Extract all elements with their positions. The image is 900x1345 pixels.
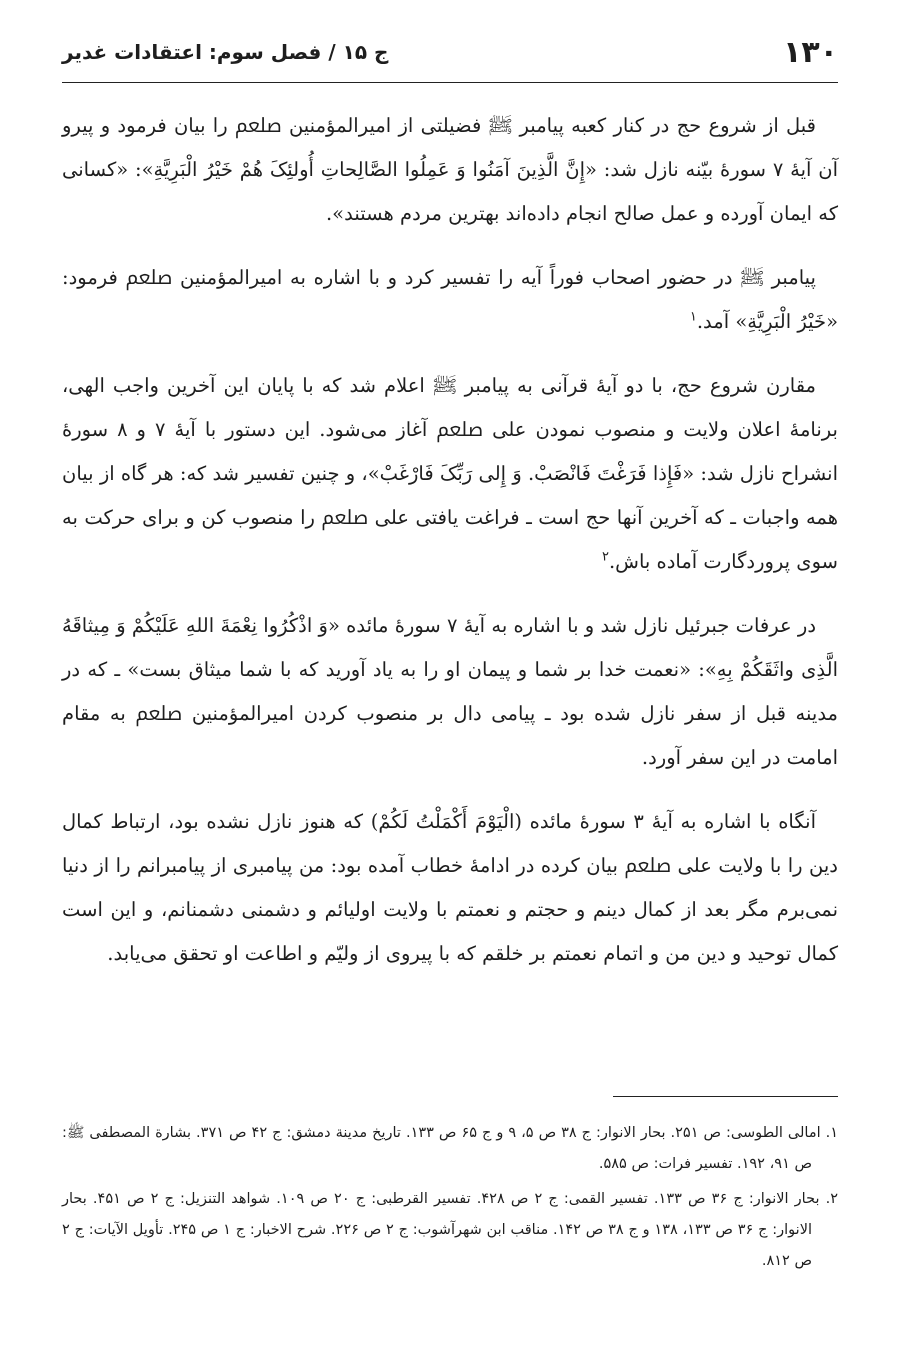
footnote-ref-2[interactable]: ۲: [601, 549, 609, 565]
body-text: [62, 104, 838, 996]
footnote-1: ۱. امالی الطوسی: ص ۲۵۱. بحار الانوار: ج ۳۸ ص ۵، ۹ و ج ۶۵ ص ۱۳۳. تاریخ مدینة دمشق: ج ۴۲ ص ۳۷۱. بشارة المصطفی ﷺ: ص ۹۱، ۱۹۲. تفسیر فرات: ص ۵۸۵.: [62, 1125, 839, 1172]
paragraph-text: قبل از شروع حج در کنار کعبه پیامبر ﷺ فضیلتی از امیرالمؤمنین ﷵ را بیان فرمود و پیرو آن آیهٔ ۷ سورهٔ بیّنه نازل شد: «إِنَّ الَّذِینَ آمَنُوا وَ عَمِلُوا الصَّالِحاتِ أُولئِکَ هُمْ خَیْرُ الْبَرِیَّةِ»: «کسانی که ایمان آورده و عمل صالح انجام داده‌اند بهترین مردم هستند».: [62, 114, 839, 225]
paragraph-text: پیامبر ﷺ در حضور اصحاب فوراً آیه را تفسیر کرد و با اشاره به امیرالمؤمنین ﷵ فرمود: «خَیْرُ الْبَرِیَّةِ» آمد.: [62, 266, 838, 333]
footnote-ref-1[interactable]: ۱: [689, 309, 697, 325]
header-divider: [62, 82, 838, 83]
paragraph-1: [62, 104, 838, 236]
footnotes: [62, 1118, 838, 1281]
page-number: ۱۳۰: [783, 34, 838, 70]
paragraph-4: [62, 604, 838, 780]
paragraph-2: [62, 256, 838, 344]
footnote-divider: [613, 1096, 838, 1097]
paragraph-text: مقارن شروع حج، با دو آیهٔ قرآنی به پیامبر ﷺ اعلام شد که با پایان این آخرین واجب الهی، برنامهٔ اعلان ولایت و منصوب نمودن علی ﷵ آغاز می‌شود. این دستور با آیهٔ ۷ و ۸ سورهٔ انشراح نازل شد: «فَإِذا فَرَغْتَ فَانْصَبْ. وَ إِلى رَبِّکَ فَارْغَبْ»، و چنین تفسیر شد که: هر گاه از بیان همه واجبات ـ که آخرین آنها حج است ـ فراغت یافتی علی ﷵ را منصوب کن و برای حرکت به سوی پروردگارت آماده باش.: [62, 374, 838, 573]
paragraph-3: [62, 364, 838, 584]
footnote-2: ۲. بحار الانوار: ج ۳۶ ص ۱۳۳. تفسیر القمی: ج ۲ ص ۴۲۸. تفسیر القرطبی: ج ۲۰ ص ۱۰۹. شواهد التنزیل: ج ۲ ص ۴۵۱. بحار الانوار: ج ۳۶ ص ۱۳۳، ۱۳۸ و ج ۳۸ ص ۱۴۲. مناقب ابن شهرآشوب: ج ۲ ص ۲۲۶. شرح الاخبار: ج ۱ ص ۲۴۵. تأویل الآیات: ج ۲ ص ۸۱۲.: [62, 1191, 838, 1269]
paragraph-5: [62, 800, 838, 976]
paragraph-text: آنگاه با اشاره به آیهٔ ۳ سورهٔ مائده (الْیَوْمَ أَکْمَلْتُ لَکُمْ) که هنوز نازل نشده بود، ارتباط کمال دین را با ولایت علی ﷵ بیان کرده در ادامهٔ خطاب آمده بود: من پیامبری از پیامبرانم را از دنیا نمی‌برم مگر بعد از کمال دینم و حجتم و نعمتم با ولایت اولیائم و دشمنی دشمنانم، و این است کمال توحید و دین من و اتمام نعمتم بر خلقم که با پیروی از ولیّم و اطاعت او تحقق می‌یابد.: [62, 810, 838, 965]
running-title: ج ۱۵ / فصل سوم: اعتقادات غدیر: [62, 40, 389, 64]
paragraph-text: در عرفات جبرئیل نازل شد و با اشاره به آیهٔ ۷ سورهٔ مائده «وَ اذْکُرُوا نِعْمَةَ اللهِ عَلَیْکُمْ وَ مِیثاقَهُ الَّذِی واثَقَکُمْ بِهِ»: «نعمت خدا بر شما و پیمان او را به یاد آورید که با شما میثاق بست» ـ که در مدینه قبل از سفر نازل شده بود ـ پیامی دال بر منصوب کردن امیرالمؤمنین ﷵ به مقام امامت در این سفر آورد.: [62, 614, 838, 769]
page-header: [62, 30, 838, 74]
